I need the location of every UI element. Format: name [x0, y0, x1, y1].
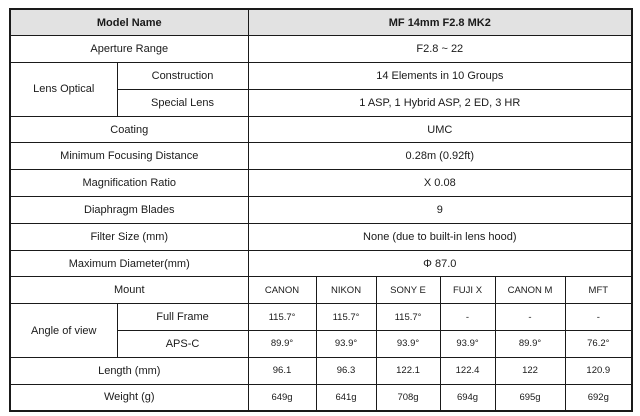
mount-label: Mount [10, 277, 248, 304]
row-length [10, 357, 632, 384]
diaphragm-blades-label: Diaphragm Blades [10, 197, 248, 224]
maximum-diameter-label: Maximum Diameter(mm) [10, 250, 248, 277]
coating-label: Coating [10, 116, 248, 143]
length-value-mft: 120.9 [565, 357, 632, 384]
length-value-canon-m: 122 [495, 357, 565, 384]
weight-value-sony-e: 708g [376, 384, 440, 411]
row-model-name [10, 9, 632, 36]
lens-optical-group-label: Lens Optical [10, 63, 117, 117]
row-maximum-diameter [10, 250, 632, 277]
full-frame-value-mft: - [565, 304, 632, 331]
special-lens-label: Special Lens [117, 89, 248, 116]
aps-c-value-canon: 89.9° [248, 331, 316, 358]
row-aperture-range [10, 36, 632, 63]
aps-c-label: APS-C [117, 331, 248, 358]
magnification-ratio-label: Magnification Ratio [10, 170, 248, 197]
weight-value-canon-m: 695g [495, 384, 565, 411]
model-name-value: MF 14mm F2.8 MK2 [248, 9, 632, 36]
model-name-label: Model Name [10, 9, 248, 36]
aps-c-value-sony-e: 93.9° [376, 331, 440, 358]
full-frame-value-canon: 115.7° [248, 304, 316, 331]
coating-value: UMC [248, 116, 632, 143]
row-diaphragm-blades [10, 197, 632, 224]
filter-size-value: None (due to built-in lens hood) [248, 223, 632, 250]
row-magnification-ratio [10, 170, 632, 197]
mount-col-canon: CANON [248, 277, 316, 304]
mount-col-sony-e: SONY E [376, 277, 440, 304]
aps-c-value-fuji-x: 93.9° [440, 331, 495, 358]
full-frame-value-nikon: 115.7° [316, 304, 376, 331]
aperture-range-value: F2.8 ~ 22 [248, 36, 632, 63]
mount-col-canon-m: CANON M [495, 277, 565, 304]
row-angle-full-frame [10, 304, 632, 331]
row-mount [10, 277, 632, 304]
maximum-diameter-value: Φ 87.0 [248, 250, 632, 277]
weight-value-mft: 692g [565, 384, 632, 411]
construction-value: 14 Elements in 10 Groups [248, 63, 632, 90]
full-frame-value-sony-e: 115.7° [376, 304, 440, 331]
weight-value-canon: 649g [248, 384, 316, 411]
length-value-nikon: 96.3 [316, 357, 376, 384]
aps-c-value-mft: 76.2° [565, 331, 632, 358]
aps-c-value-canon-m: 89.9° [495, 331, 565, 358]
mount-col-fuji-x: FUJI X [440, 277, 495, 304]
length-value-canon: 96.1 [248, 357, 316, 384]
special-lens-value: 1 ASP, 1 Hybrid ASP, 2 ED, 3 HR [248, 89, 632, 116]
full-frame-value-canon-m: - [495, 304, 565, 331]
weight-label: Weight (g) [10, 384, 248, 411]
aps-c-value-nikon: 93.9° [316, 331, 376, 358]
row-filter-size [10, 223, 632, 250]
mount-col-nikon: NIKON [316, 277, 376, 304]
row-coating [10, 116, 632, 143]
weight-value-nikon: 641g [316, 384, 376, 411]
length-label: Length (mm) [10, 357, 248, 384]
row-minimum-focusing-distance [10, 143, 632, 170]
row-construction [10, 63, 632, 90]
minimum-focusing-distance-value: 0.28m (0.92ft) [248, 143, 632, 170]
aperture-range-label: Aperture Range [10, 36, 248, 63]
filter-size-label: Filter Size (mm) [10, 223, 248, 250]
construction-label: Construction [117, 63, 248, 90]
weight-value-fuji-x: 694g [440, 384, 495, 411]
length-value-fuji-x: 122.4 [440, 357, 495, 384]
full-frame-label: Full Frame [117, 304, 248, 331]
magnification-ratio-value: X 0.08 [248, 170, 632, 197]
minimum-focusing-distance-label: Minimum Focusing Distance [10, 143, 248, 170]
angle-of-view-group-label: Angle of view [10, 304, 117, 358]
diaphragm-blades-value: 9 [248, 197, 632, 224]
row-weight [10, 384, 632, 411]
length-value-sony-e: 122.1 [376, 357, 440, 384]
mount-col-mft: MFT [565, 277, 632, 304]
full-frame-value-fuji-x: - [440, 304, 495, 331]
lens-spec-table [9, 8, 633, 412]
